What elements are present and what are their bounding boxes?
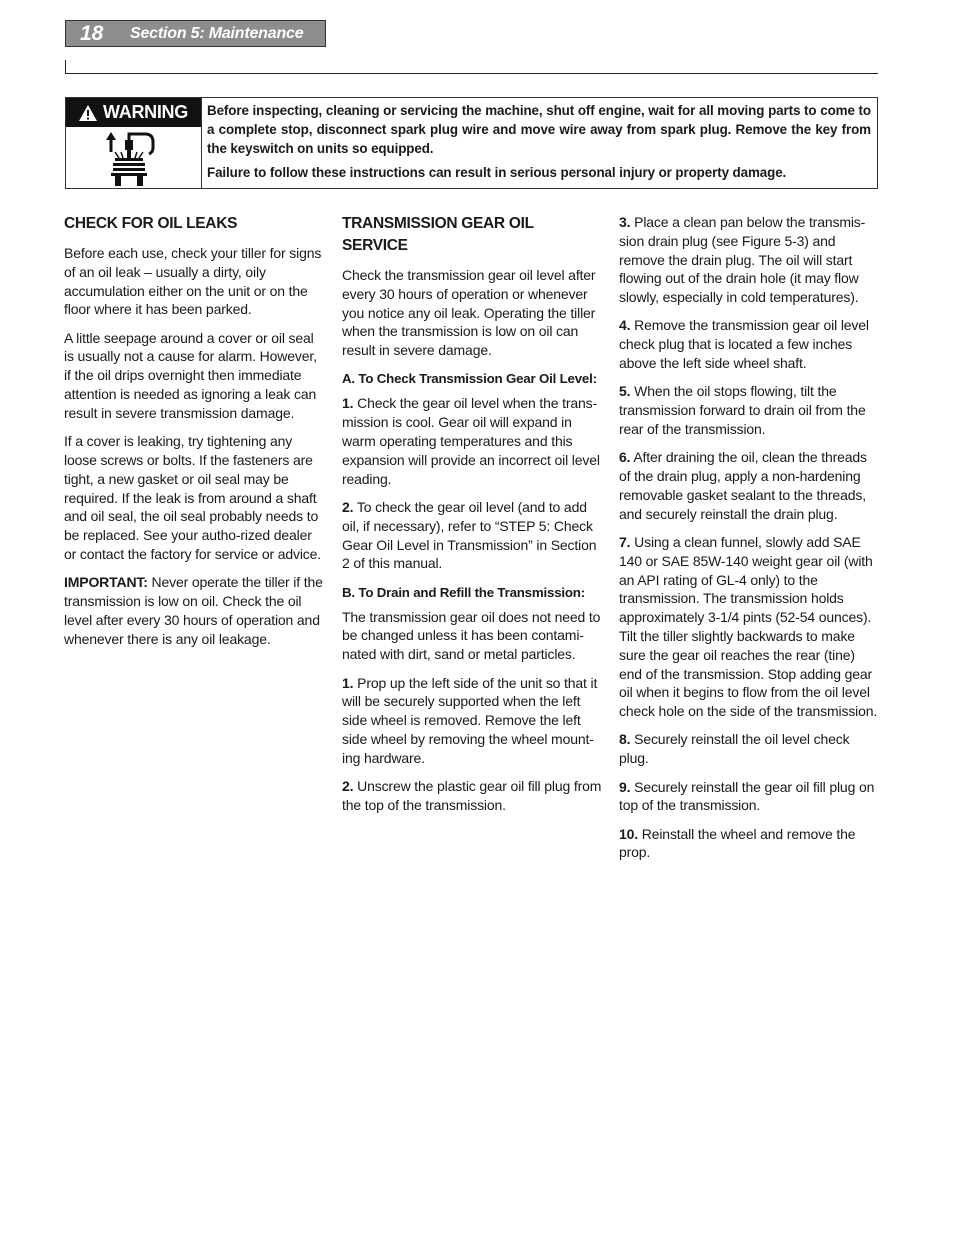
warning-label: WARNING: [66, 98, 201, 127]
step-4: 4. Remove the transmission gear oil level check plug that is located a few inches above the left side wheel shaft.: [619, 317, 869, 372]
header-rule: [65, 73, 878, 74]
step-b2: 2. Unscrew the plastic gear oil fill plug from the top of the transmission.: [342, 778, 602, 813]
paragraph: If a cover is leaking, try tightening any loose screws or bolts. If the fasteners are tight, a new gasket or oil seal may be required. If the leak is from around a shaft and oil seal, the oil seal probably needs to be replaced. See your autho-rized dealer or contact the factory for service or advice.: [64, 433, 322, 562]
column-oil-leaks: [64, 213, 324, 658]
step-9: 9. Securely reinstall the gear oil fill plug on top of the transmission.: [619, 778, 875, 814]
warning-consequence: Failure to follow these instructions can result in serious personal injury or property damage.: [207, 165, 787, 180]
heading-check-oil-leaks: CHECK FOR OIL LEAKS: [64, 215, 238, 232]
section-title: Section 5: Maintenance: [130, 24, 304, 42]
step-b1: 1. Prop up the left side of the unit so that it will be securely supported when the left side wheel is removed. Remove the left side wheel by removing the wheel mount-ing hardware.: [342, 674, 598, 766]
step-5: 5. When the oil stops flowing, tilt the transmission forward to drain oil from the rear of the transmission.: [619, 383, 866, 437]
heading-transmission-gear-oil: TRANSMISSION GEAR OIL SERVICE: [342, 215, 534, 254]
header-rule-tick: [65, 60, 66, 74]
subheading-drain-refill: B. To Drain and Refill the Transmission:: [342, 584, 585, 600]
step-6: 6. After draining the oil, clean the threads of the drain plug, apply a non-hardening removable gasket sealant to the threads, and securely reinstall the drain plug.: [619, 449, 867, 522]
spark-plug-disconnect-icon: [66, 127, 201, 186]
step-3: 3. Place a clean pan below the transmis-sion drain plug (see Figure 5-3) and remove the drain plug. The oil will start flowing out of the drain hole (it may flow slowly, especially in cold temperatures).: [619, 214, 866, 306]
warning-instructions: Before inspecting, cleaning or servicing the machine, shut off engine, wait for all moving parts to come to a complete stop, disconnect spark plug wire and move wire away from spark plug. Remove the key from the keyswitch on units so equipped.: [207, 103, 871, 156]
step-10: 10. Reinstall the wheel and remove the prop.: [619, 825, 856, 861]
warning-triangle-icon: [79, 105, 97, 121]
step-a1: 1. Check the gear oil level when the trans-mission is cool. Gear oil will expand in warm operating temperatures and this expansion will provide an incorrect oil level reading.: [342, 395, 600, 487]
step-7: 7. Using a clean funnel, slowly add SAE 140 or SAE 85W-140 weight gear oil (with an API rating of GL-4 only) to the transmission. The transmission holds approximately 3-1/4 pints (52-54 ounces). Tilt the tiller slightly backwards to make sure the gear oil reaches the rear (tine) end of the transmission. Stop adding gear oil when it begins to flow from the oil level check hole on the side of the transmission.: [619, 533, 878, 720]
paragraph: Before each use, check your tiller for signs of an oil leak – usually a dirty, oily accumulation either on the unit or on the floor where it has been parked.: [64, 245, 322, 318]
paragraph: Check the transmission gear oil level after every 30 hours of operation or whenever you notice any oil leak. Operating the tiller when the transmission is low on oil can result in severe damage.: [342, 267, 596, 359]
subheading-check-level: A. To Check Transmission Gear Oil Level:: [342, 371, 597, 387]
important-label: IMPORTANT:: [64, 574, 148, 591]
step-a2: 2. To check the gear oil level (and to add oil, if necessary), refer to “STEP 5: Check Gear Oil Level in Transmission” in Section 2 of this manual.: [342, 498, 597, 572]
important-note: IMPORTANT: Never operate the tiller if the transmission is low on oil. Check the oil level after every 30 hours of operation and whenever there is any oil leakage.: [64, 574, 323, 647]
paragraph: A little seepage around a cover or oil seal is usually not a cause for alarm. However, if the oil drips overnight then immediate attention is needed as ignoring a leak can result in severe transmission damage.: [64, 329, 317, 421]
warning-symbol-panel: [66, 98, 202, 188]
page-number: 18: [80, 21, 104, 45]
warning-box: [65, 97, 878, 189]
column-gear-oil-service: [342, 213, 602, 824]
paragraph: The transmission gear oil does not need to be changed unless it has been contami-nated with dirt, sand or metal particles.: [342, 608, 601, 663]
step-8: 8. Securely reinstall the oil level check plug.: [619, 731, 850, 767]
column-drain-steps: [619, 213, 881, 872]
section-header: [65, 20, 326, 47]
warning-text: [202, 98, 877, 188]
